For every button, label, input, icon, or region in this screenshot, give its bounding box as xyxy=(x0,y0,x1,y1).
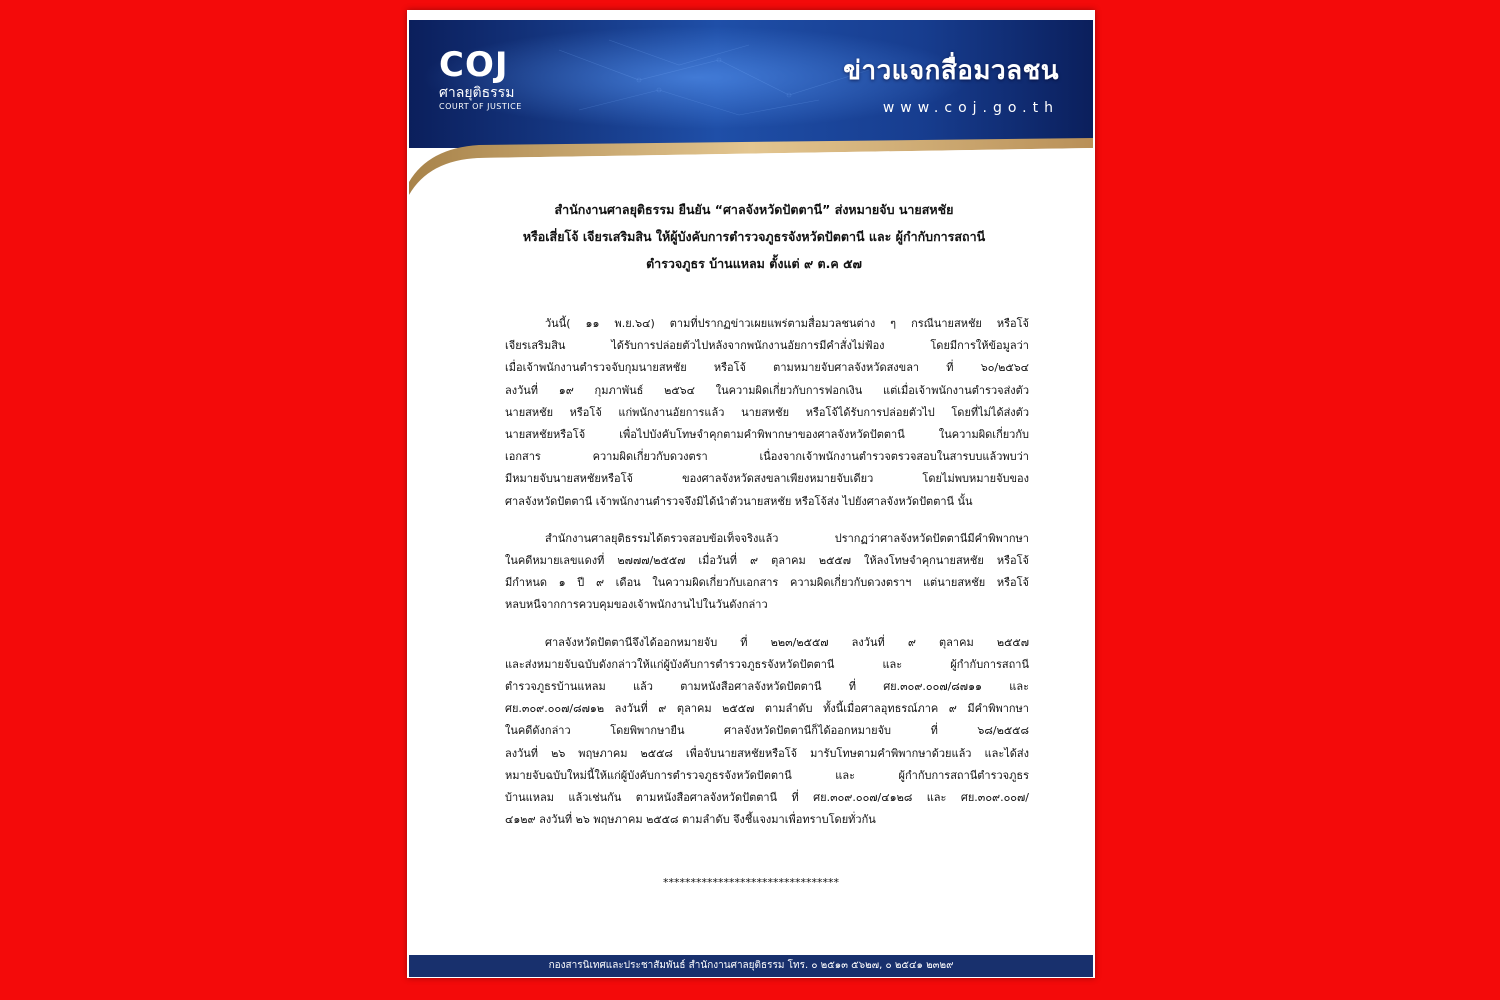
text-line: ในคดีหมายเลขแดงที่ ๒๗๗๗/๒๕๕๗ เมื่อวันที่ ๙ ตุลาคม ๒๕๕๗ ให้ลงโทษจำคุกนายสหชัย หรือโจ้ xyxy=(505,554,1029,568)
article-body xyxy=(505,313,1029,846)
text-line: นายสหชัย หรือโจ้ แก่พนักงานอัยการแล้ว นายสหชัย หรือโจ้ได้รับการปล่อยตัวไป โดยที่ไม่ได้ส่งตัว xyxy=(505,405,1029,419)
text-line: ศาลจังหวัดปัตตานีจึงได้ออกหมายจับ ที่ ๒๒๓/๒๕๕๗ ลงวันที่ ๙ ตุลาคม ๒๕๕๗ xyxy=(545,635,1029,649)
press-release-page xyxy=(407,10,1095,978)
end-separator: ******************************** xyxy=(663,876,839,889)
banner-url: www.coj.go.th xyxy=(882,100,1059,116)
coj-logo xyxy=(439,45,522,112)
text-line: หมายจับฉบับใหม่นี้ให้แก่ผู้บังคับการตำรวจภูธรจังหวัดปัตตานี และ ผู้กำกับการสถานีตำรวจภูธร xyxy=(505,768,1029,782)
paragraph-3 xyxy=(505,632,1029,832)
banner-title: ข่าวแจกสื่อมวลชน xyxy=(843,56,1059,86)
paragraph-1 xyxy=(505,313,1029,513)
text-line: เมื่อเจ้าพนักงานตำรวจจับกุมนายสหชัย หรือโจ้ ตามหมายจับศาลจังหวัดสงขลา ที่ ๖๐/๒๕๖๔ xyxy=(505,361,1029,375)
headline-line: สำนักงานศาลยุติธรรม ยืนยัน “ศาลจังหวัดปัตตานี” ส่งหมายจับ นายสหชัย xyxy=(554,202,954,217)
text-line: บ้านแหลม แล้วเช่นกัน ตามหนังสือศาลจังหวัดปัตตานี ที่ ศย.๓๐๙.๐๐๗/๔๑๒๘ และ ศย.๓๐๙.๐๐๗/ xyxy=(505,791,1029,805)
logo-thai-name: ศาลยุติธรรม xyxy=(439,85,515,101)
headline-line: หรือเสี่ยโจ้ เจียรเสริมสิน ให้ผู้บังคับการตำรวจภูธรจังหวัดปัตตานี และ ผู้กำกับการสถานี xyxy=(522,229,986,244)
header-banner xyxy=(409,20,1093,195)
text-line: นายสหชัยหรือโจ้ เพื่อไปบังคับโทษจำคุกตามคำพิพากษาของศาลจังหวัดปัตตานี ในความผิดเกี่ยวกับ xyxy=(505,428,1029,442)
text-line: สำนักงานศาลยุติธรรมได้ตรวจสอบข้อเท็จจริงแล้ว ปรากฏว่าศาลจังหวัดปัตตานีมีคำพิพากษา xyxy=(545,531,1029,545)
paragraph-2 xyxy=(505,528,1029,617)
text-line: หลบหนีจากการควบคุมของเจ้าพนักงานไปในวันดังกล่าว xyxy=(505,598,768,612)
text-line: ศาลจังหวัดปัตตานี เจ้าพนักงานตำรวจจึงมิได้นำตัวนายสหชัย หรือโจ้ส่ง ไปยังศาลจังหวัดปัตตานี นั้น xyxy=(505,494,973,508)
text-line: เจียรเสริมสิน ได้รับการปล่อยตัวไปหลังจากพนักงานอัยการมีคำสั่งไม่ฟ้อง โดยมีการให้ข้อมูลว่า xyxy=(505,339,1029,353)
text-line: ตำรวจภูธรบ้านแหลม แล้ว ตามหนังสือศาลจังหวัดปัตตานี ที่ ศย.๓๐๙.๐๐๗/๘๗๑๑ และ xyxy=(505,680,1029,694)
text-line: ลงวันที่ ๑๙ กุมภาพันธ์ ๒๕๖๔ ในความผิดเกี่ยวกับการฟอกเงิน แต่เมื่อเจ้าพนักงานตำรวจส่งตัว xyxy=(505,383,1029,397)
text-line: มีกำหนด ๑ ปี ๙ เดือน ในความผิดเกี่ยวกับเอกสาร ความผิดเกี่ยวกับดวงตราฯ แต่นายสหชัย หรือโจ้ xyxy=(505,576,1029,590)
text-line: มีหมายจับนายสหชัยหรือโจ้ ของศาลจังหวัดสงขลาเพียงหมายจับเดียว โดยไม่พบหมายจับของ xyxy=(505,472,1029,486)
text-line: วันนี้( ๑๑ พ.ย.๖๔) ตามที่ปรากฏข่าวเผยแพร่ตามสื่อมวลชนต่าง ๆ กรณีนายสหชัย หรือโจ้ xyxy=(545,317,1029,330)
text-line: ศย.๓๐๙.๐๐๗/๘๗๑๒ ลงวันที่ ๙ ตุลาคม ๒๕๕๗ ตามลำดับ ทั้งนี้เมื่อศาลอุทธรณ์ภาค ๙ มีคำพิพากษา xyxy=(505,702,1029,716)
text-line: เอกสาร ความผิดเกี่ยวกับดวงตรา เนื่องจากเจ้าพนักงานตำรวจตรวจสอบในสารบบแล้วพบว่า xyxy=(505,450,1029,464)
text-line: และส่งหมายจับฉบับดังกล่าวให้แก่ผู้บังคับการตำรวจภูธรจังหวัดปัตตานี และ ผู้กำกับการสถานี xyxy=(505,657,1029,671)
text-line: ในคดีดังกล่าว โดยพิพากษายืน ศาลจังหวัดปัตตานีก็ได้ออกหมายจับ ที่ ๖๘/๒๕๕๘ xyxy=(505,724,1029,738)
footer-bar: กองสารนิเทศและประชาสัมพันธ์ สำนักงานศาลยุติธรรม โทร. ๐ ๒๕๑๓ ๕๖๒๗, ๐ ๒๕๔๑ ๒๓๒๙ xyxy=(409,955,1093,977)
headline xyxy=(479,196,1029,277)
text-line: ๔๑๒๙ ลงวันที่ ๒๖ พฤษภาคม ๒๕๕๘ ตามลำดับ จึงชี้แจงมาเพื่อทราบโดยทั่วกัน xyxy=(505,813,876,827)
text-line: ลงวันที่ ๒๖ พฤษภาคม ๒๕๕๘ เพื่อจับนายสหชัยหรือโจ้ มารับโทษตามคำพิพากษาด้วยแล้ว และได้ส่ง xyxy=(505,746,1029,760)
logo-mark: COJ xyxy=(439,45,509,85)
page-content xyxy=(409,20,1093,978)
logo-english-name: COURT OF JUSTICE xyxy=(439,102,522,111)
headline-line: ตำรวจภูธร บ้านแหลม ตั้งแต่ ๙ ต.ค ๕๗ xyxy=(646,256,862,271)
